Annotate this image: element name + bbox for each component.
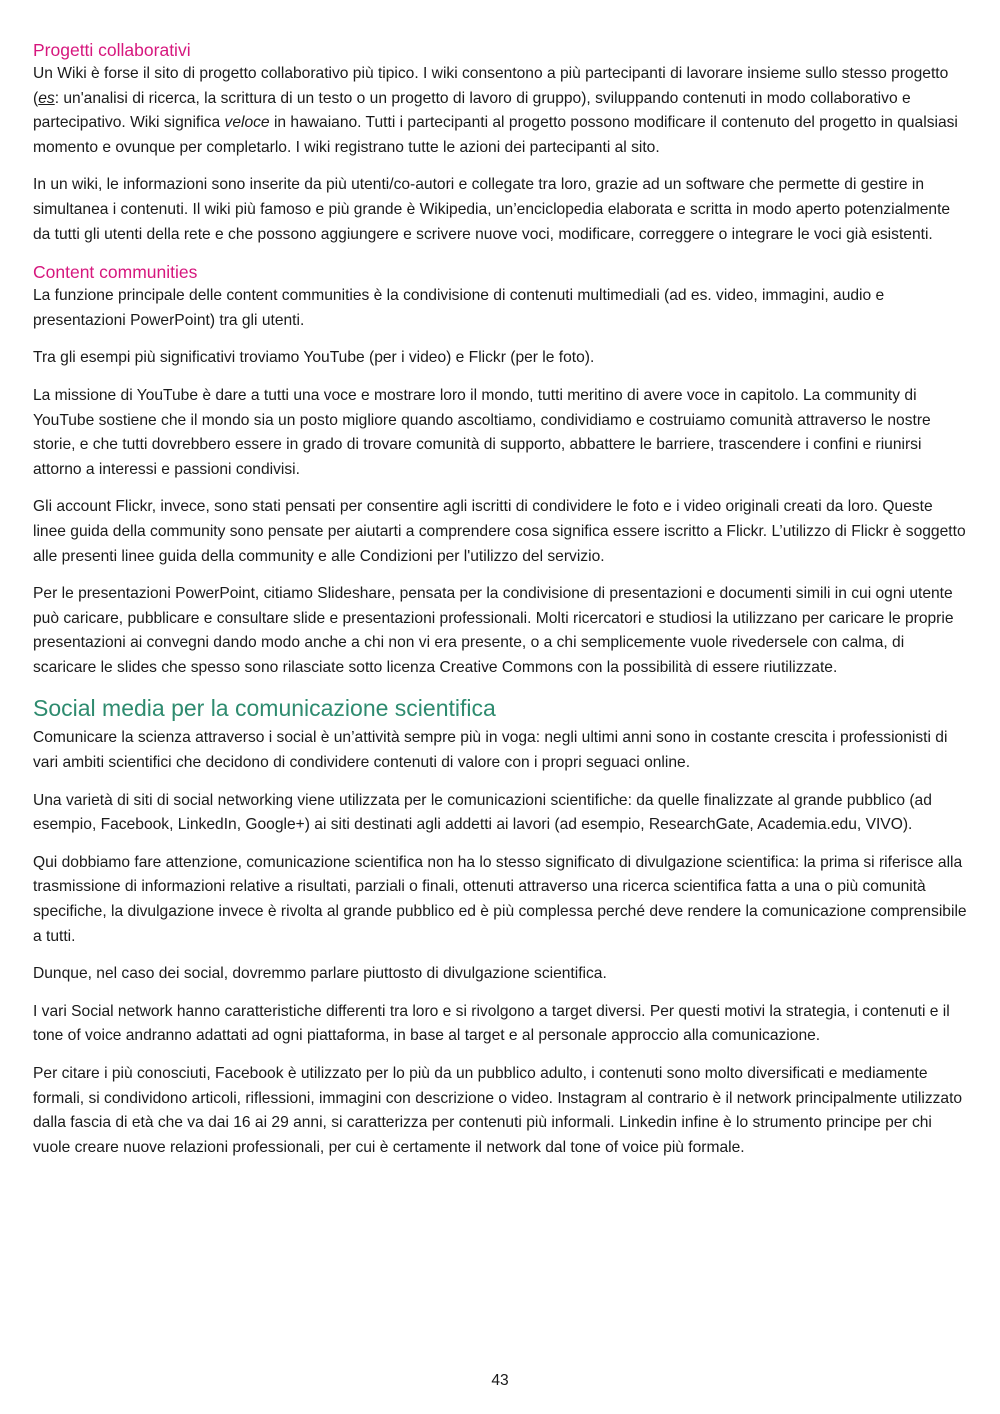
emphasis-veloce: veloce <box>224 114 270 132</box>
paragraph: Comunicare la scienza attraverso i social è un’attività sempre più in voga: negli ultimi anni sono in costante crescita i professionisti di vari ambiti scientifici che decidono di condividere contenuti di valore con i propri seguaci online. <box>33 729 948 772</box>
text-run: Un Wiki è forse il sito di progetto collaborativo più tipico. I wiki consentono a più partecipanti di lavorare insieme sullo stesso progetto ( <box>33 65 949 107</box>
paragraph: Qui dobbiamo fare attenzione, comunicazione scientifica non ha lo stesso significato di divulgazione scientifica: la prima si riferisce alla trasmissione di informazioni relative a risultati, parziali o finali, ottenuti attraverso una ricerca scientifica fatta a una o più comunità specifiche, la divulgazione invece è rivolta al grande pubblico ed è più complessa perché deve rendere la comunicazione comprensibile a tutti. <box>33 853 967 945</box>
text-run: in hawaiano. Tutti i partecipanti al progetto possono modificare il contenuto del progetto in qualsiasi momento e ovunque per completarlo. I wiki registrano tutte le azioni dei partecipanti al sito. <box>33 114 958 156</box>
paragraph: Per le presentazioni PowerPoint, citiamo Slideshare, pensata per la condivisione di presentazioni e documenti simili in cui ogni utente può caricare, pubblicare e consultare slide e presentazioni professionali. Molti ricercatori e studiosi la utilizzano per caricare le proprie presentazioni ai convegni dando modo anche a chi non vi era presente, o a chi semplicemente vuole rivedersele con calma, di scaricare le slides che spesso sono rilasciate sotto licenza Creative Commons con la possibilità di essere riutilizzate. <box>33 585 954 676</box>
paragraph: Gli account Flickr, invece, sono stati pensati per consentire agli iscritti di condividere le foto e i video originali creati da loro. Queste linee guida della community sono pensate per aiutarti a comprendere cosa significa essere iscritto a Flickr. L’utilizzo di Flickr è soggetto alle presenti linee guida della community e alle Condizioni per l'utilizzo del servizio. <box>33 498 966 565</box>
document-page <box>33 38 968 1173</box>
emphasis-es: es <box>38 89 55 107</box>
paragraph: La funzione principale delle content communities è la condivisione di contenuti multimediali (ad es. video, immagini, audio e presentazioni PowerPoint) tra gli utenti. <box>33 287 885 329</box>
paragraph <box>33 62 968 160</box>
paragraph: In un wiki, le informazioni sono inserite da più utenti/co-autori e collegate tra loro, grazie ad un software che permette di gestire in simultanea i contenuti. Il wiki più famoso e più grande è Wikipedia, un’enciclopedia elaborata e scritta in modo aperto potenzialmente da tutti gli utenti della rete e che possono aggiungere e scrivere nuove voci, modificare, correggere o integrare le voci già esistenti. <box>33 176 951 243</box>
paragraph: I vari Social network hanno caratteristiche differenti tra loro e si rivolgono a target diversi. Per questi motivi la strategia, i contenuti e il tone of voice andranno adattati ad ogni piattaforma, in base al target e al personale approccio alla comunicazione. <box>33 1002 950 1045</box>
paragraph: Dunque, nel caso dei social, dovremmo parlare piuttosto di divulgazione scientifica. <box>33 965 607 983</box>
section-heading-content-communities: Content communities <box>33 262 198 283</box>
paragraph: Una varietà di siti di social networking viene utilizzata per le comunicazioni scientifiche: da quelle finalizzate al grande pubblico (ad esempio, Facebook, LinkedIn, Google+) ai siti destinati agli addetti ai lavori (ad esempio, ResearchGate, Academia.edu, VIVO). <box>33 791 932 834</box>
section-heading-social-media: Social media per la comunicazione scientifica <box>33 695 496 722</box>
section-heading-progetti-collaborativi: Progetti collaborativi <box>33 40 191 60</box>
page-number: 43 <box>491 1372 509 1389</box>
text-run: : un'analisi di ricerca, la scrittura di un testo o un progetto di lavoro di gruppo), sviluppando contenuti in modo collaborativo e partecipativo. Wiki significa <box>33 89 911 132</box>
paragraph: Per citare i più conosciuti, Facebook è utilizzato per lo più da un pubblico adulto, i contenuti sono molto diversificati e mediamente formali, si condividono articoli, riflessioni, immagini con descrizione o video. Instagram al contrario è il network principalmente utilizzato dalla fascia di età che va dai 16 ai 29 anni, si caratterizza per contenuti più informali. Linkedin infine è lo strumento principe per chi vuole creare nuove relazioni professionali, per cui è certamente il network dal tone of voice più formale. <box>33 1065 963 1156</box>
paragraph: La missione di YouTube è dare a tutti una voce e mostrare loro il mondo, tutti meritino di avere voce in capitolo. La community di YouTube sostiene che il mondo sia un posto migliore quando ascoltiamo, condividiamo e costruiamo comunità attraverso le nostre storie, e che tutti dovrebbero essere in grado di trovare comunità di supporto, abbattere le barriere, trascendere i confini e riunirsi attorno a interessi e passioni condivisi. <box>33 386 931 478</box>
paragraph: Tra gli esempi più significativi troviamo YouTube (per i video) e Flickr (per le foto). <box>33 349 595 367</box>
